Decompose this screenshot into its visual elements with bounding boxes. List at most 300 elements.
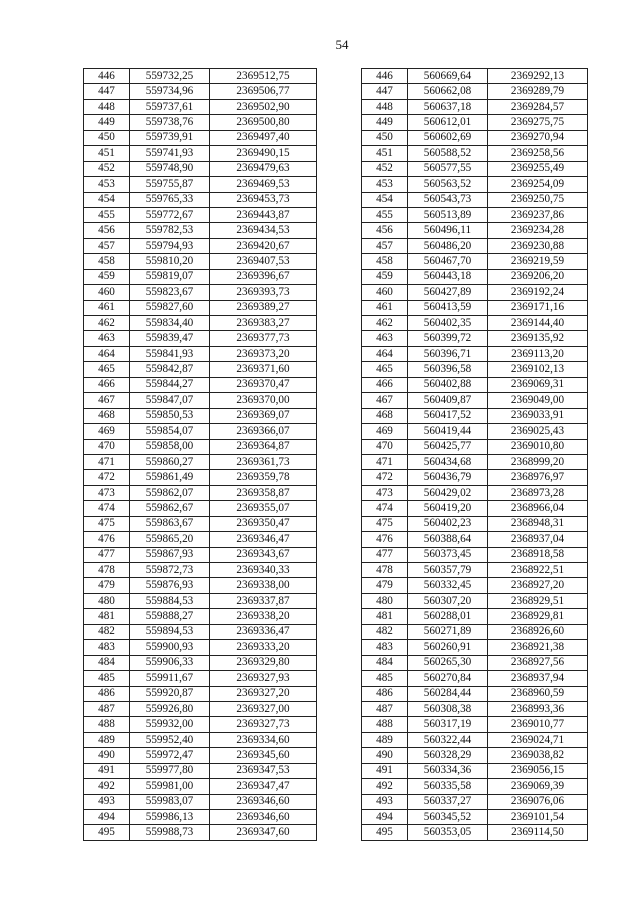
table-row	[84, 516, 588, 531]
right-x-coordinate-cell: 560612,01	[408, 115, 488, 130]
right-point-number-cell: 478	[362, 563, 408, 578]
right-y-coordinate-cell: 2369206,20	[488, 269, 588, 284]
right-x-coordinate-cell: 560337,27	[408, 794, 488, 809]
right-point-number-cell: 494	[362, 810, 408, 825]
left-x-coordinate-cell: 559932,00	[130, 717, 210, 732]
right-x-coordinate-cell: 560345,52	[408, 810, 488, 825]
left-y-coordinate-cell: 2369327,20	[210, 686, 317, 701]
left-x-coordinate-cell: 559862,67	[130, 501, 210, 516]
right-y-coordinate-cell: 2368918,58	[488, 547, 588, 562]
table-row	[84, 609, 588, 624]
right-y-coordinate-cell: 2368927,56	[488, 655, 588, 670]
right-point-number-cell: 481	[362, 609, 408, 624]
column-gap	[317, 779, 362, 794]
left-point-number-cell: 447	[84, 84, 130, 99]
right-point-number-cell: 449	[362, 115, 408, 130]
right-x-coordinate-cell: 560308,38	[408, 701, 488, 716]
left-x-coordinate-cell: 559972,47	[130, 748, 210, 763]
column-gap	[317, 470, 362, 485]
right-x-coordinate-cell: 560427,89	[408, 285, 488, 300]
left-y-coordinate-cell: 2369359,78	[210, 470, 317, 485]
left-y-coordinate-cell: 2369347,47	[210, 779, 317, 794]
left-x-coordinate-cell: 559900,93	[130, 640, 210, 655]
left-y-coordinate-cell: 2369497,40	[210, 130, 317, 145]
column-gap	[317, 516, 362, 531]
right-y-coordinate-cell: 2369219,59	[488, 254, 588, 269]
left-x-coordinate-cell: 559844,27	[130, 377, 210, 392]
table-row	[84, 316, 588, 331]
left-y-coordinate-cell: 2369334,60	[210, 732, 317, 747]
table-row	[84, 115, 588, 130]
right-y-coordinate-cell: 2369114,50	[488, 825, 588, 840]
left-point-number-cell: 477	[84, 547, 130, 562]
left-y-coordinate-cell: 2369364,87	[210, 439, 317, 454]
column-gap	[317, 624, 362, 639]
left-x-coordinate-cell: 559794,93	[130, 238, 210, 253]
right-x-coordinate-cell: 560413,59	[408, 300, 488, 315]
column-gap	[317, 115, 362, 130]
left-x-coordinate-cell: 559872,73	[130, 563, 210, 578]
right-x-coordinate-cell: 560409,87	[408, 393, 488, 408]
left-point-number-cell: 449	[84, 115, 130, 130]
left-point-number-cell: 476	[84, 532, 130, 547]
right-point-number-cell: 469	[362, 424, 408, 439]
left-x-coordinate-cell: 559876,93	[130, 578, 210, 593]
left-point-number-cell: 490	[84, 748, 130, 763]
left-y-coordinate-cell: 2369512,75	[210, 69, 317, 84]
right-x-coordinate-cell: 560443,18	[408, 269, 488, 284]
left-y-coordinate-cell: 2369469,53	[210, 177, 317, 192]
left-point-number-cell: 474	[84, 501, 130, 516]
left-point-number-cell: 487	[84, 701, 130, 716]
left-point-number-cell: 450	[84, 130, 130, 145]
right-y-coordinate-cell: 2369056,15	[488, 763, 588, 778]
table-row	[84, 69, 588, 84]
left-x-coordinate-cell: 559741,93	[130, 146, 210, 161]
left-y-coordinate-cell: 2369361,73	[210, 454, 317, 469]
right-y-coordinate-cell: 2369275,75	[488, 115, 588, 130]
right-x-coordinate-cell: 560317,19	[408, 717, 488, 732]
left-x-coordinate-cell: 559862,07	[130, 485, 210, 500]
left-y-coordinate-cell: 2369329,80	[210, 655, 317, 670]
left-x-coordinate-cell: 559911,67	[130, 671, 210, 686]
left-x-coordinate-cell: 559986,13	[130, 810, 210, 825]
table-row	[84, 223, 588, 238]
left-y-coordinate-cell: 2369479,63	[210, 161, 317, 176]
table-row	[84, 547, 588, 562]
column-gap	[317, 238, 362, 253]
column-gap	[317, 547, 362, 562]
left-x-coordinate-cell: 559926,80	[130, 701, 210, 716]
right-point-number-cell: 470	[362, 439, 408, 454]
table-row	[84, 254, 588, 269]
left-y-coordinate-cell: 2369370,47	[210, 377, 317, 392]
right-x-coordinate-cell: 560357,79	[408, 563, 488, 578]
left-point-number-cell: 494	[84, 810, 130, 825]
left-x-coordinate-cell: 559739,91	[130, 130, 210, 145]
right-y-coordinate-cell: 2369025,43	[488, 424, 588, 439]
column-gap	[317, 810, 362, 825]
right-x-coordinate-cell: 560429,02	[408, 485, 488, 500]
left-x-coordinate-cell: 559810,20	[130, 254, 210, 269]
left-y-coordinate-cell: 2369393,73	[210, 285, 317, 300]
column-gap	[317, 300, 362, 315]
left-point-number-cell: 465	[84, 362, 130, 377]
right-point-number-cell: 477	[362, 547, 408, 562]
left-y-coordinate-cell: 2369502,90	[210, 99, 317, 114]
right-point-number-cell: 466	[362, 377, 408, 392]
table-row	[84, 346, 588, 361]
right-y-coordinate-cell: 2369144,40	[488, 316, 588, 331]
column-gap	[317, 532, 362, 547]
table-row	[84, 207, 588, 222]
right-y-coordinate-cell: 2368948,31	[488, 516, 588, 531]
left-point-number-cell: 478	[84, 563, 130, 578]
column-gap	[317, 316, 362, 331]
table-row	[84, 424, 588, 439]
right-y-coordinate-cell: 2369230,88	[488, 238, 588, 253]
right-x-coordinate-cell: 560322,44	[408, 732, 488, 747]
left-x-coordinate-cell: 559867,93	[130, 547, 210, 562]
left-y-coordinate-cell: 2369327,93	[210, 671, 317, 686]
right-x-coordinate-cell: 560467,70	[408, 254, 488, 269]
right-x-coordinate-cell: 560396,58	[408, 362, 488, 377]
right-y-coordinate-cell: 2369258,56	[488, 146, 588, 161]
right-x-coordinate-cell: 560328,29	[408, 748, 488, 763]
right-point-number-cell: 457	[362, 238, 408, 253]
left-point-number-cell: 473	[84, 485, 130, 500]
column-gap	[317, 269, 362, 284]
right-y-coordinate-cell: 2368926,60	[488, 624, 588, 639]
right-y-coordinate-cell: 2369102,13	[488, 362, 588, 377]
left-point-number-cell: 488	[84, 717, 130, 732]
left-y-coordinate-cell: 2369343,67	[210, 547, 317, 562]
right-x-coordinate-cell: 560271,89	[408, 624, 488, 639]
left-x-coordinate-cell: 559782,53	[130, 223, 210, 238]
table-row	[84, 794, 588, 809]
column-gap	[317, 501, 362, 516]
table-row	[84, 84, 588, 99]
column-gap	[317, 717, 362, 732]
right-y-coordinate-cell: 2369024,71	[488, 732, 588, 747]
table-row	[84, 671, 588, 686]
right-y-coordinate-cell: 2369254,09	[488, 177, 588, 192]
right-point-number-cell: 471	[362, 454, 408, 469]
left-y-coordinate-cell: 2369338,20	[210, 609, 317, 624]
table-row	[84, 578, 588, 593]
table-row	[84, 146, 588, 161]
left-x-coordinate-cell: 559865,20	[130, 532, 210, 547]
column-gap	[317, 161, 362, 176]
right-y-coordinate-cell: 2368927,20	[488, 578, 588, 593]
left-point-number-cell: 446	[84, 69, 130, 84]
coordinates-table	[83, 68, 588, 841]
left-point-number-cell: 485	[84, 671, 130, 686]
right-x-coordinate-cell: 560588,52	[408, 146, 488, 161]
left-point-number-cell: 451	[84, 146, 130, 161]
left-y-coordinate-cell: 2369337,87	[210, 593, 317, 608]
right-y-coordinate-cell: 2369033,91	[488, 408, 588, 423]
left-x-coordinate-cell: 559988,73	[130, 825, 210, 840]
right-x-coordinate-cell: 560265,30	[408, 655, 488, 670]
left-point-number-cell: 459	[84, 269, 130, 284]
table-row	[84, 439, 588, 454]
column-gap	[317, 593, 362, 608]
column-gap	[317, 177, 362, 192]
left-y-coordinate-cell: 2369383,27	[210, 316, 317, 331]
right-point-number-cell: 489	[362, 732, 408, 747]
table-row	[84, 130, 588, 145]
column-gap	[317, 424, 362, 439]
column-gap	[317, 825, 362, 840]
column-gap	[317, 223, 362, 238]
left-y-coordinate-cell: 2369347,53	[210, 763, 317, 778]
right-point-number-cell: 484	[362, 655, 408, 670]
right-y-coordinate-cell: 2368922,51	[488, 563, 588, 578]
right-y-coordinate-cell: 2368973,28	[488, 485, 588, 500]
right-x-coordinate-cell: 560669,64	[408, 69, 488, 84]
right-point-number-cell: 463	[362, 331, 408, 346]
left-y-coordinate-cell: 2369346,47	[210, 532, 317, 547]
right-y-coordinate-cell: 2369255,49	[488, 161, 588, 176]
left-x-coordinate-cell: 559983,07	[130, 794, 210, 809]
right-y-coordinate-cell: 2369171,16	[488, 300, 588, 315]
column-gap	[317, 748, 362, 763]
left-y-coordinate-cell: 2369346,60	[210, 810, 317, 825]
right-y-coordinate-cell: 2369113,20	[488, 346, 588, 361]
right-y-coordinate-cell: 2369237,86	[488, 207, 588, 222]
right-point-number-cell: 448	[362, 99, 408, 114]
right-x-coordinate-cell: 560419,20	[408, 501, 488, 516]
right-y-coordinate-cell: 2368993,36	[488, 701, 588, 716]
right-point-number-cell: 486	[362, 686, 408, 701]
right-point-number-cell: 446	[362, 69, 408, 84]
table-row	[84, 485, 588, 500]
right-point-number-cell: 456	[362, 223, 408, 238]
table-row	[84, 454, 588, 469]
column-gap	[317, 408, 362, 423]
table-row	[84, 99, 588, 114]
column-gap	[317, 346, 362, 361]
right-y-coordinate-cell: 2369234,28	[488, 223, 588, 238]
table-row	[84, 393, 588, 408]
column-gap	[317, 146, 362, 161]
left-y-coordinate-cell: 2369327,00	[210, 701, 317, 716]
right-point-number-cell: 476	[362, 532, 408, 547]
left-y-coordinate-cell: 2369346,60	[210, 794, 317, 809]
column-gap	[317, 285, 362, 300]
table-row	[84, 640, 588, 655]
left-y-coordinate-cell: 2369434,53	[210, 223, 317, 238]
right-y-coordinate-cell: 2369192,24	[488, 285, 588, 300]
left-x-coordinate-cell: 559737,61	[130, 99, 210, 114]
right-point-number-cell: 447	[362, 84, 408, 99]
left-x-coordinate-cell: 559858,00	[130, 439, 210, 454]
right-y-coordinate-cell: 2368929,81	[488, 609, 588, 624]
left-y-coordinate-cell: 2369345,60	[210, 748, 317, 763]
table-row	[84, 810, 588, 825]
right-x-coordinate-cell: 560284,44	[408, 686, 488, 701]
right-point-number-cell: 475	[362, 516, 408, 531]
left-y-coordinate-cell: 2369506,77	[210, 84, 317, 99]
right-y-coordinate-cell: 2368937,94	[488, 671, 588, 686]
right-point-number-cell: 458	[362, 254, 408, 269]
left-point-number-cell: 448	[84, 99, 130, 114]
right-point-number-cell: 490	[362, 748, 408, 763]
right-x-coordinate-cell: 560577,55	[408, 161, 488, 176]
left-x-coordinate-cell: 559894,53	[130, 624, 210, 639]
page-number: 54	[335, 37, 349, 52]
right-x-coordinate-cell: 560353,05	[408, 825, 488, 840]
right-y-coordinate-cell: 2369101,54	[488, 810, 588, 825]
left-y-coordinate-cell: 2369500,80	[210, 115, 317, 130]
right-point-number-cell: 462	[362, 316, 408, 331]
left-point-number-cell: 472	[84, 470, 130, 485]
table-row	[84, 501, 588, 516]
left-y-coordinate-cell: 2369490,15	[210, 146, 317, 161]
table-row	[84, 748, 588, 763]
right-point-number-cell: 480	[362, 593, 408, 608]
left-y-coordinate-cell: 2369338,00	[210, 578, 317, 593]
right-x-coordinate-cell: 560402,88	[408, 377, 488, 392]
left-x-coordinate-cell: 559981,00	[130, 779, 210, 794]
left-x-coordinate-cell: 559952,40	[130, 732, 210, 747]
left-point-number-cell: 493	[84, 794, 130, 809]
left-y-coordinate-cell: 2369333,20	[210, 640, 317, 655]
right-y-coordinate-cell: 2369069,39	[488, 779, 588, 794]
column-gap	[317, 192, 362, 207]
left-y-coordinate-cell: 2369369,07	[210, 408, 317, 423]
table-row	[84, 362, 588, 377]
right-point-number-cell: 474	[362, 501, 408, 516]
table-row	[84, 624, 588, 639]
column-gap	[317, 393, 362, 408]
right-x-coordinate-cell: 560602,69	[408, 130, 488, 145]
left-point-number-cell: 492	[84, 779, 130, 794]
right-x-coordinate-cell: 560332,45	[408, 578, 488, 593]
left-point-number-cell: 483	[84, 640, 130, 655]
right-y-coordinate-cell: 2369069,31	[488, 377, 588, 392]
right-y-coordinate-cell: 2369135,92	[488, 331, 588, 346]
left-y-coordinate-cell: 2369373,20	[210, 346, 317, 361]
column-gap	[317, 377, 362, 392]
column-gap	[317, 207, 362, 222]
column-gap	[317, 578, 362, 593]
column-gap	[317, 485, 362, 500]
right-x-coordinate-cell: 560637,18	[408, 99, 488, 114]
left-point-number-cell: 452	[84, 161, 130, 176]
table-row	[84, 238, 588, 253]
column-gap	[317, 671, 362, 686]
left-x-coordinate-cell: 559854,07	[130, 424, 210, 439]
right-y-coordinate-cell: 2369010,80	[488, 439, 588, 454]
right-y-coordinate-cell: 2368921,38	[488, 640, 588, 655]
right-y-coordinate-cell: 2368999,20	[488, 454, 588, 469]
left-point-number-cell: 484	[84, 655, 130, 670]
right-x-coordinate-cell: 560373,45	[408, 547, 488, 562]
right-y-coordinate-cell: 2369038,82	[488, 748, 588, 763]
left-x-coordinate-cell: 559827,60	[130, 300, 210, 315]
column-gap	[317, 701, 362, 716]
left-point-number-cell: 453	[84, 177, 130, 192]
right-x-coordinate-cell: 560434,68	[408, 454, 488, 469]
left-y-coordinate-cell: 2369336,47	[210, 624, 317, 639]
table-row	[84, 532, 588, 547]
right-point-number-cell: 488	[362, 717, 408, 732]
column-gap	[317, 763, 362, 778]
right-point-number-cell: 479	[362, 578, 408, 593]
left-y-coordinate-cell: 2369396,67	[210, 269, 317, 284]
right-y-coordinate-cell: 2369250,75	[488, 192, 588, 207]
table-row	[84, 563, 588, 578]
column-gap	[317, 732, 362, 747]
left-x-coordinate-cell: 559860,27	[130, 454, 210, 469]
column-gap	[317, 563, 362, 578]
right-y-coordinate-cell: 2369010,77	[488, 717, 588, 732]
left-x-coordinate-cell: 559861,49	[130, 470, 210, 485]
left-x-coordinate-cell: 559765,33	[130, 192, 210, 207]
right-y-coordinate-cell: 2369049,00	[488, 393, 588, 408]
right-point-number-cell: 468	[362, 408, 408, 423]
right-point-number-cell: 482	[362, 624, 408, 639]
table-row	[84, 655, 588, 670]
right-x-coordinate-cell: 560543,73	[408, 192, 488, 207]
left-x-coordinate-cell: 559863,67	[130, 516, 210, 531]
right-x-coordinate-cell: 560402,23	[408, 516, 488, 531]
right-x-coordinate-cell: 560307,20	[408, 593, 488, 608]
left-point-number-cell: 454	[84, 192, 130, 207]
left-y-coordinate-cell: 2369453,73	[210, 192, 317, 207]
right-x-coordinate-cell: 560260,91	[408, 640, 488, 655]
right-point-number-cell: 452	[362, 161, 408, 176]
right-y-coordinate-cell: 2368929,51	[488, 593, 588, 608]
right-y-coordinate-cell: 2368937,04	[488, 532, 588, 547]
table-row	[84, 593, 588, 608]
left-point-number-cell: 471	[84, 454, 130, 469]
column-gap	[317, 439, 362, 454]
right-point-number-cell: 459	[362, 269, 408, 284]
left-x-coordinate-cell: 559850,53	[130, 408, 210, 423]
left-y-coordinate-cell: 2369377,73	[210, 331, 317, 346]
table-row	[84, 779, 588, 794]
left-point-number-cell: 479	[84, 578, 130, 593]
left-point-number-cell: 464	[84, 346, 130, 361]
right-y-coordinate-cell: 2368976,97	[488, 470, 588, 485]
column-gap	[317, 84, 362, 99]
left-x-coordinate-cell: 559834,40	[130, 316, 210, 331]
column-gap	[317, 99, 362, 114]
left-x-coordinate-cell: 559772,67	[130, 207, 210, 222]
table-row	[84, 686, 588, 701]
left-x-coordinate-cell: 559819,07	[130, 269, 210, 284]
table-row	[84, 269, 588, 284]
column-gap	[317, 362, 362, 377]
left-point-number-cell: 469	[84, 424, 130, 439]
left-x-coordinate-cell: 559823,67	[130, 285, 210, 300]
table-row	[84, 717, 588, 732]
right-x-coordinate-cell: 560496,11	[408, 223, 488, 238]
left-x-coordinate-cell: 559738,76	[130, 115, 210, 130]
right-x-coordinate-cell: 560335,58	[408, 779, 488, 794]
table-row	[84, 408, 588, 423]
table-row	[84, 285, 588, 300]
left-y-coordinate-cell: 2369327,73	[210, 717, 317, 732]
right-point-number-cell: 472	[362, 470, 408, 485]
right-point-number-cell: 491	[362, 763, 408, 778]
right-x-coordinate-cell: 560288,01	[408, 609, 488, 624]
left-y-coordinate-cell: 2369358,87	[210, 485, 317, 500]
left-x-coordinate-cell: 559734,96	[130, 84, 210, 99]
